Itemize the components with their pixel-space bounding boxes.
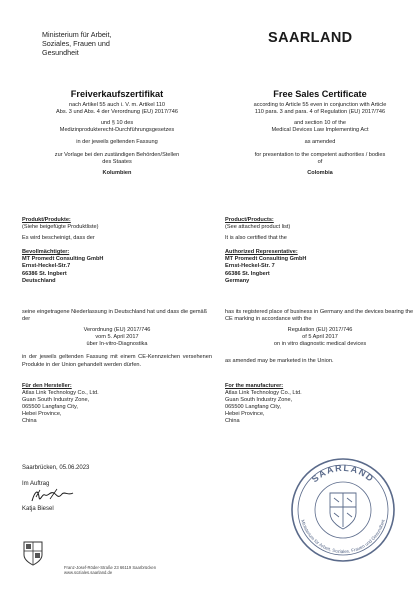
german-rep-address: MT Promedt Consulting GmbH Ernst-Heckel-Str.7 66386 St. Ingbert Deutschland [22,256,104,284]
german-law: und § 10 des Medizinprodukterecht-Durchführungsgesetzes [59,120,175,134]
footer-website: www.soziales.saarland.de [64,570,113,576]
english-country: Colombia [307,169,333,176]
official-seal-stamp [288,455,398,565]
german-submission: zur Vorlage bei den zuständigen Behörden/Stellen des Staates [54,151,180,165]
english-intro: according to Article 55 even in conjunction with Article 110 para. 3 and para. 4 of Regulation (EU) 2017/746 [253,102,387,116]
german-registered: seine eingetragene Niederlassung in Deutschland hat und dass die gemäß der [22,309,208,323]
german-intro: nach Artikel 55 auch i. V. m. Artikel 110 Abs. 3 und Abs. 4 der Verordnung (EU) 2017/746 [56,102,178,116]
english-regulation: Regulation (EU) 2017/746 of 5 April 2017 on in vitro diagnostic medical devices [273,327,367,348]
ministry-line: Gesundheit [42,48,79,57]
german-manufacturer-heading: Für den Hersteller: [22,382,72,389]
english-manufacturer-address: Atlas Link Technology Co., Ltd. Guan South Industry Zone, 065500 Langfang City, Hebei Province, China [225,389,302,425]
english-rep-address: MT Promedt Consulting GmbH Ernst-Heckel-Str. 7 66386 St. Ingbert Germany [225,256,307,284]
german-regulation: Verordnung (EU) 2017/746 vom 5. April 2017 über In-vitro-Diagnostika [83,327,151,348]
german-body [22,217,212,285]
handwritten-signature [30,487,75,505]
signer-name: Katja Biesel [22,506,54,512]
english-rep-heading: Authorized Representative: [225,249,298,256]
saarland-logo-text: SAARLAND [268,30,353,46]
german-rep-heading: Bevollmächtigter: [22,249,70,256]
on-behalf-label: Im Auftrag [22,481,50,487]
german-title: Freiverkaufszertifikat [70,89,164,99]
german-body-2 [22,309,212,425]
english-as-amended: as amended [304,139,336,146]
seal-bottom-text: Ministerium für Arbeit, Soziales, Frauen und Gesundheit [300,519,386,555]
ministry-name [42,30,192,57]
ministry-line: Ministerium für Arbeit, [42,30,112,39]
english-manufacturer-heading: For the manufacturer: [225,382,284,389]
footer-contact [64,565,156,576]
german-products-heading: Produkt/Produkte: [22,217,71,223]
english-certify: It is also certified that the [225,235,287,242]
coat-of-arms-icon [330,493,356,529]
german-manufacturer-address: Atlas Link Technology Co., Ltd. Guan South Industry Zone, 065500 Langfang City, Hebei Province, China [22,389,99,425]
german-products-note: (Siehe beigefügte Produktliste) [22,224,99,231]
german-certify: Es wird bescheinigt, dass der [22,235,95,242]
seal-top-text: SAARLAND [309,462,377,485]
german-as-amended: in der jeweils geltenden Fassung [76,139,158,146]
english-body-2 [225,309,415,425]
english-registered: has its registered place of business in Germany and the devices bearing the CE marking in accordance with the [225,309,414,323]
english-marketed: as amended may be marketed in the Union. [225,358,334,365]
german-column [22,91,212,177]
english-products-heading: Product/Products: [225,217,274,223]
english-submission: for presentation to the competent authorities / bodies of [254,151,386,165]
english-law: and section 10 of the Medical Devices Law Implementing Act [271,120,369,134]
ministry-line: Soziales, Frauen und [42,39,110,48]
english-products-note: (See attached product list) [225,224,291,231]
coat-of-arms-logo-icon [22,540,44,566]
place-date: Saarbrücken, 05.06.2023 [22,465,90,471]
english-column [225,91,415,177]
german-marketed: in der jeweils geltenden Fassung mit einem CE-Kennzeichen versehenen Produkte in der Union gehandelt werden dürfen. [22,354,212,368]
english-title: Free Sales Certificate [273,89,367,99]
svg-text:SAARLAND [310,463,377,484]
english-body [225,217,415,285]
footer-address: Franz-Josef-Röder-Straße 23 66119 Saarbrücken [64,565,157,570]
german-country: Kolumbien [102,169,132,176]
